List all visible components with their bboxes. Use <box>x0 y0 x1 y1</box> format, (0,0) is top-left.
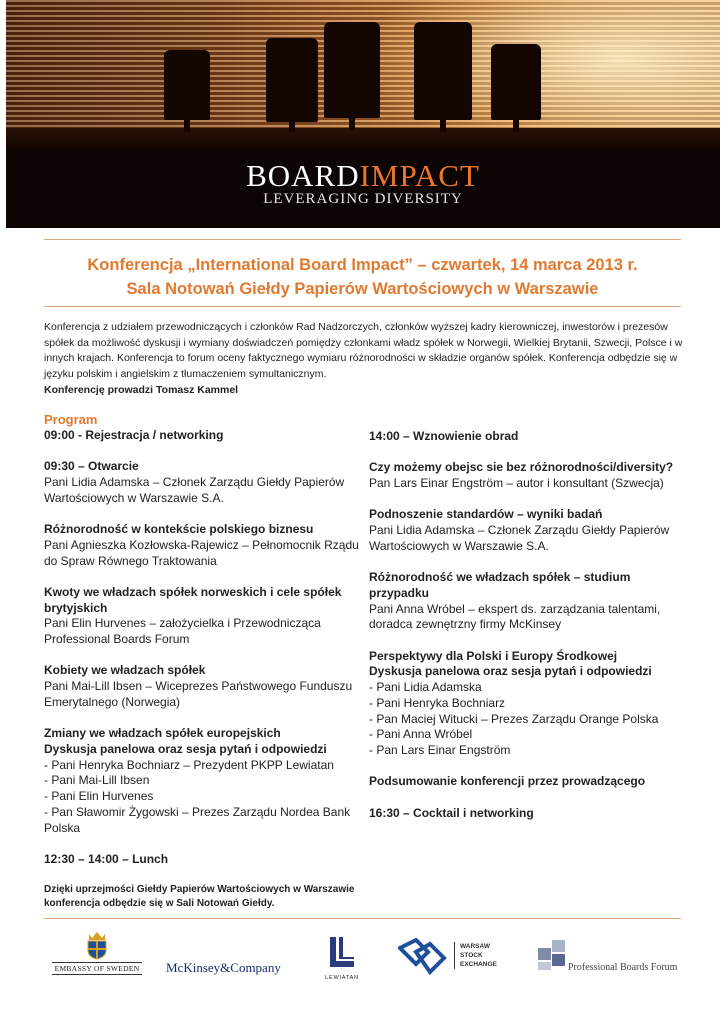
agenda-standards <box>369 507 689 554</box>
agenda-question <box>369 460 689 491</box>
host-line: Konferencję prowadzi Tomasz Kammel <box>44 384 239 396</box>
agenda-cocktail: 16:30 – Cocktail i networking <box>369 805 534 820</box>
venue-note: Dzięki uprzejmości Giełdy Papierów Wartościowych w Warszawie konferencja odbędzie się w Sali Notowań Giełdy. <box>44 884 355 910</box>
panelist: - Pani Anna Wróbel <box>369 727 473 742</box>
agenda-item-speaker: Pani Lidia Adamska – Członek Zarządu Giełdy Papierów Wartościowych w Warszawie S.A. <box>44 475 345 505</box>
swedish-crown-crest-icon <box>83 930 111 960</box>
chair-leg <box>289 120 295 132</box>
embassy-of-sweden-text: EMBASSY OF SWEDEN <box>52 962 142 975</box>
chair-silhouette <box>324 22 380 118</box>
agenda-european-panel <box>44 726 362 836</box>
panelist: - Pan Sławomir Żygowski – Prezes Zarządu Nordea Bank Polska <box>44 804 351 835</box>
agenda-item-speaker: Pani Anna Wróbel – ekspert ds. zarządzania talentami, doradca zewnętrzny firmy McKinsey <box>369 601 661 632</box>
wse-mark-icon <box>398 938 448 976</box>
agenda-case-study <box>369 570 689 633</box>
agenda-item-title: Zmiany we władzach spółek europejskich <box>44 726 281 741</box>
agenda-item-speaker: Pani Mai-Lill Ibsen – Wiceprezes Państwowego Funduszu Emerytalnego (Norwegia) <box>44 679 353 709</box>
chair-leg <box>440 118 446 132</box>
program-right-column <box>369 429 689 837</box>
header-banner <box>6 0 720 228</box>
intro-paragraph: Konferencja z udziałem przewodniczących i członków Rad Nadzorczych, członków wyższej kadry kierowniczej, inwestorów i prezesów spółek da możliwość dyskusji i wymiany doświadczeń pomiędzy członkami władz spółek w Norwegii, Wielkiej Brytanii, Szwecji, Polsce i w innych krajach. Konferencja to forum oceny faktycznego wymiaru różnorodności w składzie organów spółek. Konferencja odbędzie się w języku polskim i angielskim z tłumaczeniem symultanicznym. <box>44 321 683 380</box>
conference-heading-line2: Sala Notowań Giełdy Papierów Wartościowych w Warszawie <box>126 280 599 298</box>
wse-text-line: STOCK <box>460 952 483 959</box>
mckinsey-logo: McKinsey&Company <box>166 960 281 975</box>
agenda-item-title: Kobiety we władzach spółek <box>44 663 206 678</box>
agenda-diversity-poland <box>44 522 362 569</box>
agenda-item-speaker: Pani Lidia Adamska – Członek Zarządu Giełdy Papierów Wartościowych w Warszawie S.A. <box>369 523 670 553</box>
chair-leg <box>184 118 190 132</box>
panelist: - Pani Mai-Lill Ibsen <box>44 773 150 788</box>
conference-heading <box>0 253 725 301</box>
brand-word-impact: IMPACT <box>359 158 480 193</box>
agenda-resume: 14:00 – Wznowienie obrad <box>369 429 519 443</box>
agenda-quotas <box>44 585 362 648</box>
agenda-lunch: 12:30 – 14:00 – Lunch <box>44 851 169 866</box>
embassy-of-sweden-logo <box>52 930 142 975</box>
agenda-item-title: Perspektywy dla Polski i Europy Środkowej <box>369 648 618 663</box>
agenda-summary: Podsumowanie konferencji przez prowadzącego <box>369 774 646 789</box>
brand-tagline: LEVERAGING DIVERSITY <box>263 191 463 207</box>
agenda-item-title: Czy możemy obejsc sie bez różnorodności/diversity? <box>369 460 674 475</box>
panelist: - Pani Henryka Bochniarz – Prezydent PKPP Lewiatan <box>44 757 334 772</box>
panelist: - Pani Lidia Adamska <box>369 680 482 695</box>
agenda-women <box>44 663 362 710</box>
lewiatan-mark-icon <box>326 935 358 969</box>
lewiatan-logo <box>322 935 362 981</box>
agenda-item-title: Kwoty we władzach spółek norweskich i cele spółek brytyjskich <box>44 584 342 615</box>
program-left-column <box>44 411 362 911</box>
divider-bottom <box>44 918 681 919</box>
brand-word-board: BOARD <box>246 158 360 193</box>
wse-text-line: EXCHANGE <box>460 961 497 968</box>
chair-leg <box>349 116 355 130</box>
chair-silhouette <box>491 44 541 120</box>
professional-boards-forum-logo <box>536 938 686 977</box>
agenda-item-speaker: Pani Agnieszka Kozłowska-Rajewicz – Pełnomocnik Rządu do Spraw Równego Traktowania <box>44 537 359 568</box>
program-label: Program <box>44 412 98 427</box>
wse-text <box>454 942 497 969</box>
panelist: - Pani Elin Hurvenes <box>44 789 154 804</box>
agenda-item-subtitle: Dyskusja panelowa oraz sesja pytań i odpowiedzi <box>369 664 652 679</box>
agenda-opening <box>44 459 362 506</box>
pbf-text: Professional Boards Forum <box>568 962 678 973</box>
panelist: - Pan Lars Einar Engström <box>369 743 511 757</box>
chair-silhouette <box>164 50 210 120</box>
agenda-item-speaker: Pani Elin Hurvenes – założycielka i Przewodnicząca Professional Boards Forum <box>44 616 321 647</box>
agenda-item-subtitle: Dyskusja panelowa oraz sesja pytań i odpowiedzi <box>44 741 327 756</box>
agenda-perspectives-panel <box>369 649 689 759</box>
conference-table <box>6 128 720 150</box>
chair-silhouette <box>266 38 318 122</box>
panelist: - Pan Maciej Witucki – Prezes Zarządu Orange Polska <box>369 711 659 726</box>
agenda-item-title: Podnoszenie standardów – wyniki badań <box>369 507 603 522</box>
agenda-item-title: Różnorodność w kontekście polskiego biznesu <box>44 522 314 537</box>
brand-title <box>6 158 720 194</box>
panelist: - Pani Henryka Bochniarz <box>369 695 506 710</box>
sponsor-logos <box>0 930 725 990</box>
wse-text-line: WARSAW <box>460 943 490 950</box>
agenda-item-title: Różnorodność we władzach spółek – studium przypadku <box>369 570 631 600</box>
agenda-item-speaker: Pan Lars Einar Engström – autor i konsultant (Szwecja) <box>369 476 664 491</box>
warsaw-stock-exchange-logo <box>398 938 508 981</box>
divider-top <box>44 239 681 240</box>
agenda-registration: 09:00 - Rejestracja / networking <box>44 428 224 442</box>
chair-silhouette <box>414 22 472 120</box>
chair-leg <box>513 118 519 132</box>
puzzle-pieces-icon <box>536 938 568 972</box>
lewiatan-text: LEWIATAN <box>325 975 359 981</box>
agenda-item-title: 09:30 – Otwarcie <box>44 459 139 474</box>
conference-heading-line1: Konferencja „International Board Impact” – czwartek, 14 marca 2013 r. <box>87 256 638 274</box>
divider-heading <box>44 306 681 307</box>
